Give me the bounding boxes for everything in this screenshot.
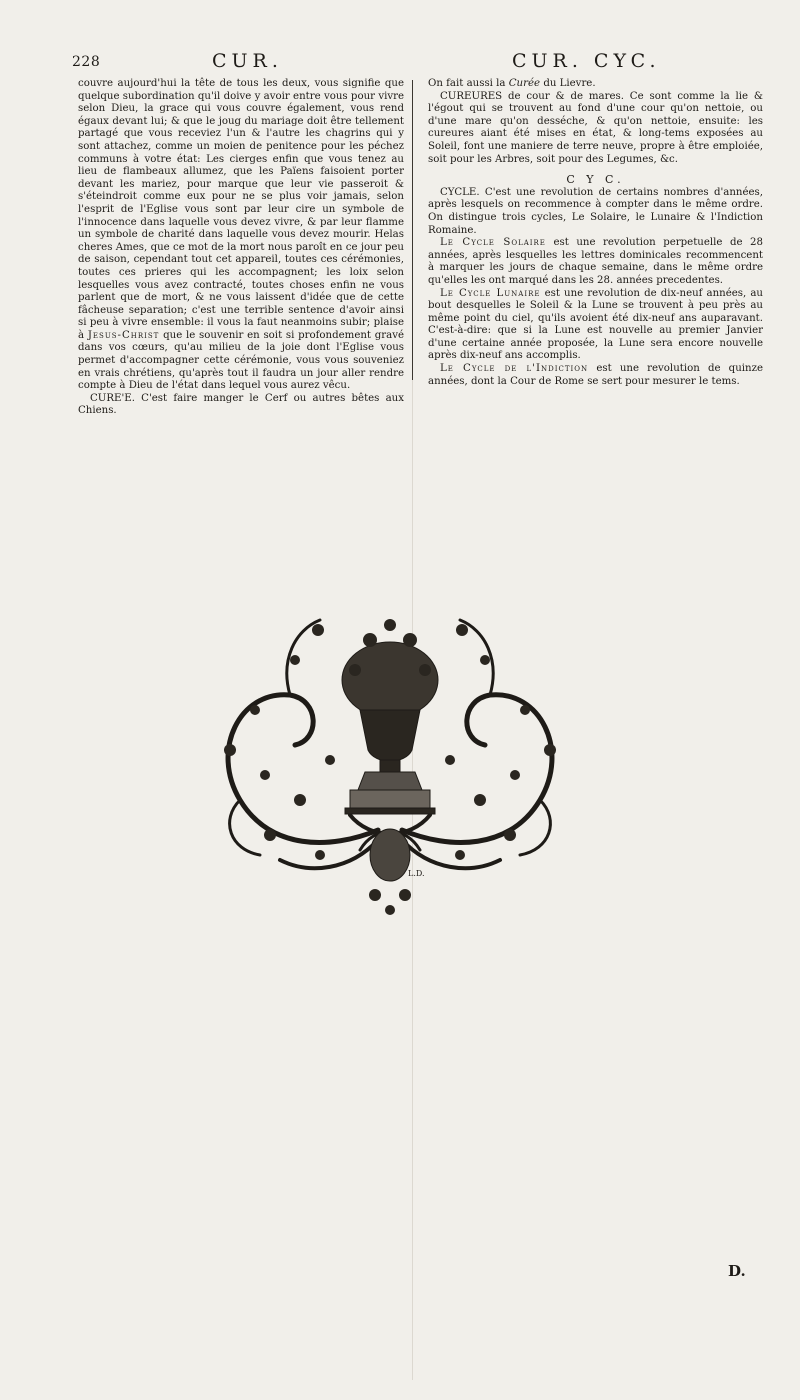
name-jesus-christ: Jesus-Christ [87,329,160,341]
entry-text-cureures: de cour & de mares. Ce sont comme la lie & l'égout qui se trouvent au fond d'une cour qu'on nettoie, ou d'une mare qu'on desséche, & qu'on nettoie, ensuite: les cureures aiant été mises en état, & long-tems exposées au Soleil, font une maniere de terre neuve, propre à être emploiée, soit pour les Arbres, soit pour des Legumes, &c. [428,90,763,165]
entry-text-cycle-lunaire: est une revolution de dix-neuf années, au bout desquelles le Soleil & la Lune se trouvent à peu près au même point du ciel, qu'ils avoient été dix-neuf ans auparavant. C'est-à-dire: que si la Lune est nouvelle au premier Janvier d'une certaine année proposée, la Lune sera encore nouvelle après dix-neuf ans accomplis. [428,287,763,362]
section-heading-cyc: C Y C. [566,173,625,187]
entry-text-cycle-indiction: est une revolution de quinze années, dont la Cour de Rome se sert pour mesurer le tems. [428,363,763,387]
entry-text-cycle-solaire: est une revolution perpetuelle de 28 années, après lesquelles les lettres dominicales recommencent à marquer les jours de chaque semaine, dans le même ordre qu'elles les ont marqué dans les 28. années precedentes. [428,237,764,286]
curee-cont-text: On fait aussi la [428,78,506,89]
monogram: L.D. [408,869,425,878]
catchword: D. [728,1262,746,1280]
entry-cycle-solaire [428,237,763,287]
entry-curee-continued [428,78,763,91]
running-head-right: CUR. CYC. [512,50,661,72]
entry-cureures [428,91,763,167]
entry-term-cycle-indiction: Le Cycle de l'Indiction [440,363,589,375]
entry-term-curee: CURE'E. [90,392,135,404]
entry-term-cureures: CUREURES [440,90,503,102]
entry-cycle-indiction [428,363,763,388]
curee-cont-italic: Curée [508,78,541,89]
entry-curee [78,393,404,418]
exhortation-text-end: que le souvenir en soit si profondement gravé dans vos cœurs, qu'au milieu de la joie dont l'Eglise vous permet d'accompagner cette cérémonie, vous vous souveniez en vrais chrétiens, qu'après tout il faudra un jour aller rendre compte à Dieu de l'état dans lequel vous aurez vêcu. [78,329,404,392]
entry-term-cycle-solaire: Le Cycle Solaire [440,237,546,249]
marriage-exhortation-paragraph [78,78,404,393]
entry-term-cycle: CYCLE. [440,186,480,198]
entry-text-curee: C'est faire manger le Cerf ou autres bêtes aux Chiens. [78,392,404,417]
running-head-left: CUR. [212,50,283,72]
page-number: 228 [72,54,101,70]
exhortation-text: couvre aujourd'hui la tête de tous les deux, vous signifie que quelque subordination qu'il doive y avoir entre vous pour vivre selon Dieu, la grace qui vous couvre également, vous rend égaux devant lui; & que le joug du mariage doit être tellement partagé que vous receviez l'un & l'autre les chagrins qui y sont attachez, comme un moien de penitence pour les péchez communs à votre état: Les cierges enfin que vous tenez au lieu de flambeaux allumez, que les Païens faisoient porter devant les mariez, pour marque que leur vie passeroit & s'éteindroit comme eux pour ne se plus voir jamais, selon l'esprit de l'Eglise vous sont par leur cire un symbole de l'innocence dans laquelle vous devez vivre, & par leur flamme un symbole de charité dans laquelle vous devez mourir. Helas cheres Ames, que ce mot de la mort nous paroît en ce jour peu de saison, cependant tout cet appareil, toutes ces cérémonies, toutes ces prieres qui les accompagnent; les loix selon lesquelles vous avez contracté, toutes choses enfin ne vous parlent que de mort, & ne vous laissent d'idée que de cette fâcheuse separation; c'est une terrible sentence d'avoir ainsi si peu à vivre ensemble: il vous la faut neanmoins subir; plaise à [78,78,404,341]
fleuron-ornament [200,600,580,925]
left-column [78,78,404,418]
entry-cycle-lunaire [428,288,763,364]
entry-cycle [428,187,763,237]
right-column [428,78,763,388]
entry-text-cycle: C'est une revolution de certains nombres d'années, après lesquels on recommence à compter dans le même ordre. On distingue trois cycles, Le Solaire, le Lunaire & l'Indiction Romaine. [428,186,763,236]
column-divider [412,80,413,380]
curee-cont-text-end: du Lievre. [543,78,596,89]
entry-term-cycle-lunaire: Le Cycle Lunaire [440,287,541,299]
